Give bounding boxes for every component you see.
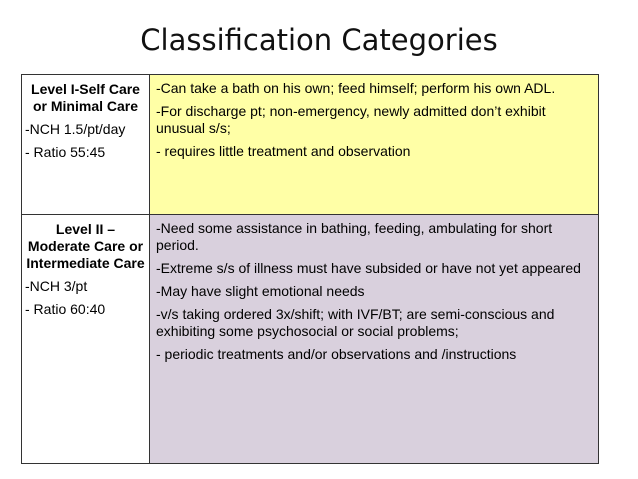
level-1-item: - requires little treatment and observation xyxy=(156,143,411,159)
level-2-cell xyxy=(22,215,150,464)
level-1-description-cell xyxy=(150,75,599,215)
level-1-item: -Can take a bath on his own; feed himself; perform his own ADL. xyxy=(156,80,556,96)
level-1-name: Level I-Self Care or Minimal Care xyxy=(31,81,140,114)
level-2-ratio: - Ratio 60:40 xyxy=(25,301,106,317)
table-row-level-1 xyxy=(22,75,599,215)
level-2-nch: -NCH 3/pt xyxy=(25,278,88,294)
table-row-level-2 xyxy=(22,215,599,464)
level-2-description-cell xyxy=(150,215,599,464)
level-2-item: -Need some assistance in bathing, feeding, ambulating for short period. xyxy=(156,220,553,253)
classification-table xyxy=(21,74,599,464)
level-1-ratio: - Ratio 55:45 xyxy=(25,144,106,160)
level-1-nch: -NCH 1.5/pt/day xyxy=(25,121,126,137)
page-title: Classification Categories xyxy=(140,23,498,57)
level-2-item: -v/s taking ordered 3x/shift; with IVF/BT; are semi-conscious and exhibiting some psychosocial or social problems; xyxy=(156,306,555,339)
level-1-cell xyxy=(22,75,150,215)
level-2-item: -May have slight emotional needs xyxy=(156,283,365,299)
level-2-name: Level II – Moderate Care or Intermediate Care xyxy=(26,221,145,271)
level-2-item: -Extreme s/s of illness must have subsided or have not yet appeared xyxy=(156,260,581,276)
level-1-item: -For discharge pt; non-emergency, newly admitted don’t exhibit unusual s/s; xyxy=(156,103,546,136)
level-2-item: - periodic treatments and/or observations and /instructions xyxy=(156,346,517,362)
